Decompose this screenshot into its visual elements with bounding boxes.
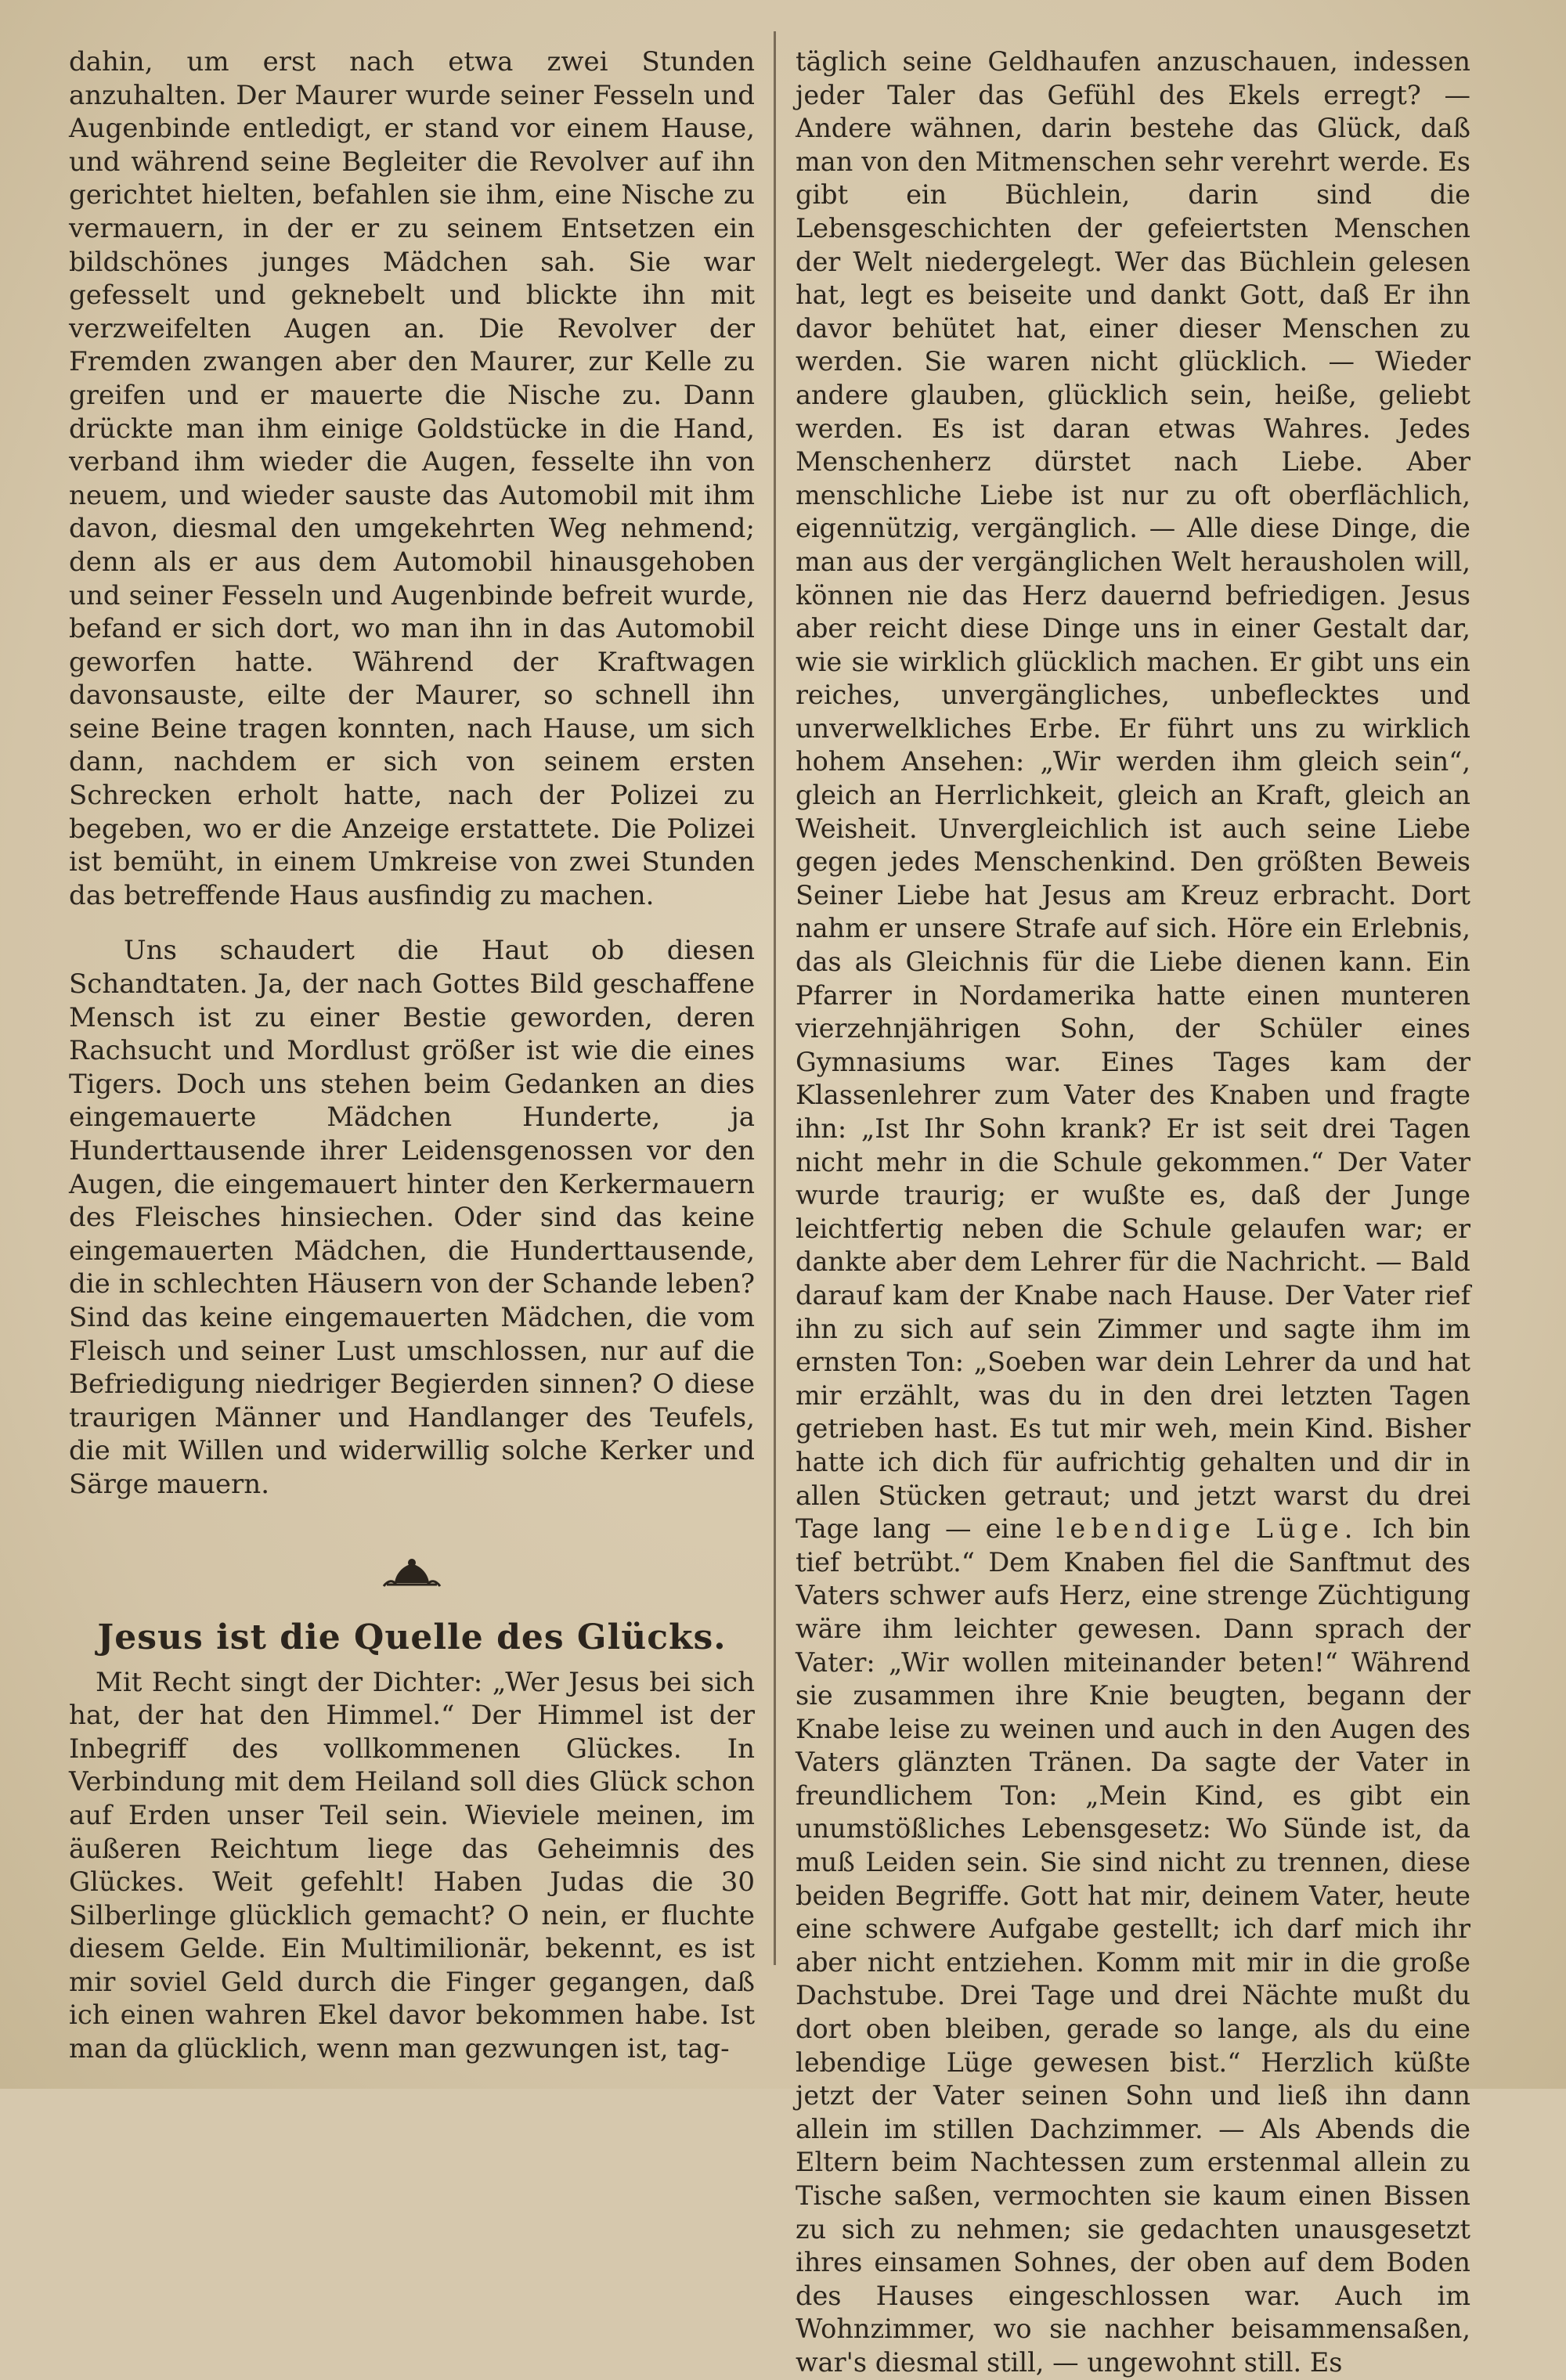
text-part-1: täglich seine Geldhaufen anzuschauen, indessen jeder Taler das Gefühl des Ekels erregt? — Andere wähnen, darin bestehe das Glück, daß man von den Mitmenschen sehr verehrt werde. Es gibt ein Büchlein, darin sind die Lebensgeschichten der gefeiertsten Menschen der Welt niedergelegt. Wer das Büchlein gelesen hat, legt es beiseite und dankt Gott, daß Er ihn davor behütet hat, einer dieser Menschen zu werden. Sie waren nicht glücklich. — Wieder andere glauben, glücklich sein, heiße, geliebt werden. Es ist daran etwas Wahres. Jedes Menschenherz dürstet nach Liebe. Aber menschliche Liebe ist nur zu oft oberflächlich, eigennützig, vergänglich. — Alle diese Dinge, die man aus der vergänglichen Welt herausholen will, können nie das Herz dauernd befriedigen. Jesus aber reicht diese Dinge uns in einer Gestalt dar, wie sie wirklich glücklich machen. Er gibt uns ein reiches, unvergängliches, unbeflecktes und unverwelkliches Erbe. Er führt uns zu wirklich hohem Ansehen: „Wir werden ihm gleich sein“, gleich an Herrlichkeit, gleich an Kraft, gleich an Weisheit. Unvergleichlich ist auch seine Liebe gegen jedes Menschenkind. Den größten Beweis Seiner Liebe hat Jesus am Kreuz erbracht. Dort nahm er unsere Strafe auf sich. Höre ein Erlebnis, das als Gleichnis für die Liebe dienen kann. Ein Pfarrer in Nordamerika hatte einen munteren vierzehnjährigen Sohn, der Schüler eines Gymnasiums war. Eines Tages kam der Klassenlehrer zum Vater des Knaben und fragte ihn: „Ist Ihr Sohn krank? Er ist seit drei Tagen nicht mehr in die Schule gekommen.“ Der Vater wurde traurig; er wußte es, daß der Junge leichtfertig neben die Schule gelaufen war; er dankte aber dem Lehrer für die Nachricht. — Bald darauf kam der Knabe nach Hause. Der Vater rief ihn zu sich auf sein Zimmer und sagte ihm im ernsten Ton: „Soeben war dein Lehrer da und hat mir erzählt, was du in den drei letzten Tagen getrieben hast. Es tut mir weh, mein Kind. Bisher hatte ich dich für aufrichtig gehalten und dir in allen Stücken getraut; und jetzt warst du drei Tage lang — eine [796,46,1470,1545]
column-divider [774,31,776,1965]
paragraph-maurer-story: dahin, um erst nach etwa zwei Stunden anzuhalten. Der Maurer wurde seiner Fesseln und Augenbinde entledigt, er stand vor einem Hause, und während seine Begleiter die Revolver auf ihn gerichtet hielten, befahlen sie ihm, eine Nische zu vermauern, in der er zu seinem Entsetzen ein bildschönes junges Mädchen sah. Sie war gefesselt und geknebelt und blickte ihn mit verzweifelten Augen an. Die Revolver der Fremden zwangen aber den Maurer, zur Kelle zu greifen und er mauerte die Nische zu. Dann drückte man ihm einige Goldstücke in die Hand, verband ihm wieder die Augen, fesselte ihn von neuem, und wieder sauste das Automobil mit ihm davon, diesmal den umgekehrten Weg nehmend; denn als er aus dem Automobil hinausgehoben und seiner Fesseln und Augenbinde befreit wurde, befand er sich dort, wo man ihn in das Automobil geworfen hatte. Während der Kraftwagen davonsauste, eilte der Maurer, so schnell ihn seine Beine tragen konnten, nach Hause, um sich dann, nachdem er sich von seinem ersten Schrecken erholt hatte, nach der Polizei zu begeben, wo er die Anzeige erstattete. Die Polizei ist bemüht, in einem Umkreise von zwei Stunden das betreffende Haus ausfindig zu machen. [69,46,755,911]
right-column [796,45,1470,2380]
paragraph-commentary: Uns schaudert die Haut ob diesen Schandtaten. Ja, der nach Gottes Bild geschaffene Mensch ist zu einer Bestie geworden, deren Rachsucht und Mordlust größer ist wie die eines Tigers. Doch uns stehen beim Gedanken an dies eingemauerte Mädchen Hunderte, ja Hunderttausende ihrer Leidensgenossen vor den Augen, die eingemauert hinter den Kerkermauern des Fleisches hinsiechen. Oder sind das keine eingemauerten Mädchen, die Hunderttausende, die in schlechten Häusern von der Schande leben? Sind das keine eingemauerten Mädchen, die vom Fleisch und seiner Lust umschlossen, nur auf die Befriedigung niedriger Begierden sinnen? O diese traurigen Männer und Handlanger des Teufels, die mit Willen und widerwillig solche Kerker und Särge mauern. [69,935,755,1500]
article-title: Jesus ist die Quelle des Glücks. [97,1617,727,1657]
text-part-2: Ich bin tief betrübt.“ Dem Knaben fiel die Sanftmut des Vaters schwer aufs Herz, eine strenge Züchtigung wäre ihm leichter gewesen. Dann sprach der Vater: „Wir wollen miteinander beten!“ Während sie zusammen ihre Knie beugten, begann der Knabe leise zu weinen und auch in den Augen des Vaters glänzten Tränen. Da sagte der Vater in freundlichem Ton: „Mein Kind, es gibt ein unumstößliches Lebensgesetz: Wo Sünde ist, da muß Leiden sein. Sie sind nicht zu trennen, diese beiden Begriffe. Gott hat mir, deinem Vater, heute eine schwere Aufgabe gestellt; ich darf mich ihr aber nicht entziehen. Komm mit mir in die große Dachstube. Drei Tage und drei Nächte mußt du dort oben bleiben, gerade so lange, als du eine lebendige Lüge gewesen bist.“ Herzlich küßte jetzt der Vater seinen Sohn und ließ ihn dann allein im stillen Dachzimmer. — Als Abends die Eltern beim Nachtessen zum erstenmal allein zu Tische saßen, vermochten sie kaum einen Bissen zu sich zu nehmen; sie gedachten unausgesetzt ihres einsamen Sohnes, der oben auf dem Boden des Hauses eingeschlossen war. Auch im Wohnzimmer, wo sie nachher beisammensaßen, war's diesmal still, — ungewohnt still. Es [796,1513,1470,2378]
left-column [69,45,755,2066]
paragraph-glueck-continued [796,45,1470,2380]
paragraph-glueck-intro: Mit Recht singt der Dichter: „Wer Jesus bei sich hat, der hat den Himmel.“ Der Himmel ist der Inbegriff des vollkommenen Glückes. In Verbindung mit dem Heiland soll dies Glück schon auf Erden unser Teil sein. Wieviele meinen, im äußeren Reichtum liege das Geheimnis des Glückes. Weit gefehlt! Haben Judas die 30 Silberlinge glücklich gemacht? O nein, er fluchte diesem Gelde. Ein Multimilionär, bekennt, es ist mir soviel Geld durch die Finger gegangen, daß ich einen wahren Ekel davor bekommen habe. Ist man da glücklich, wenn man gezwungen ist, tag- [69,1666,755,2065]
emphasis-text: lebendige Lüge. [1055,1513,1359,1545]
fleuron-icon [381,1556,443,1591]
